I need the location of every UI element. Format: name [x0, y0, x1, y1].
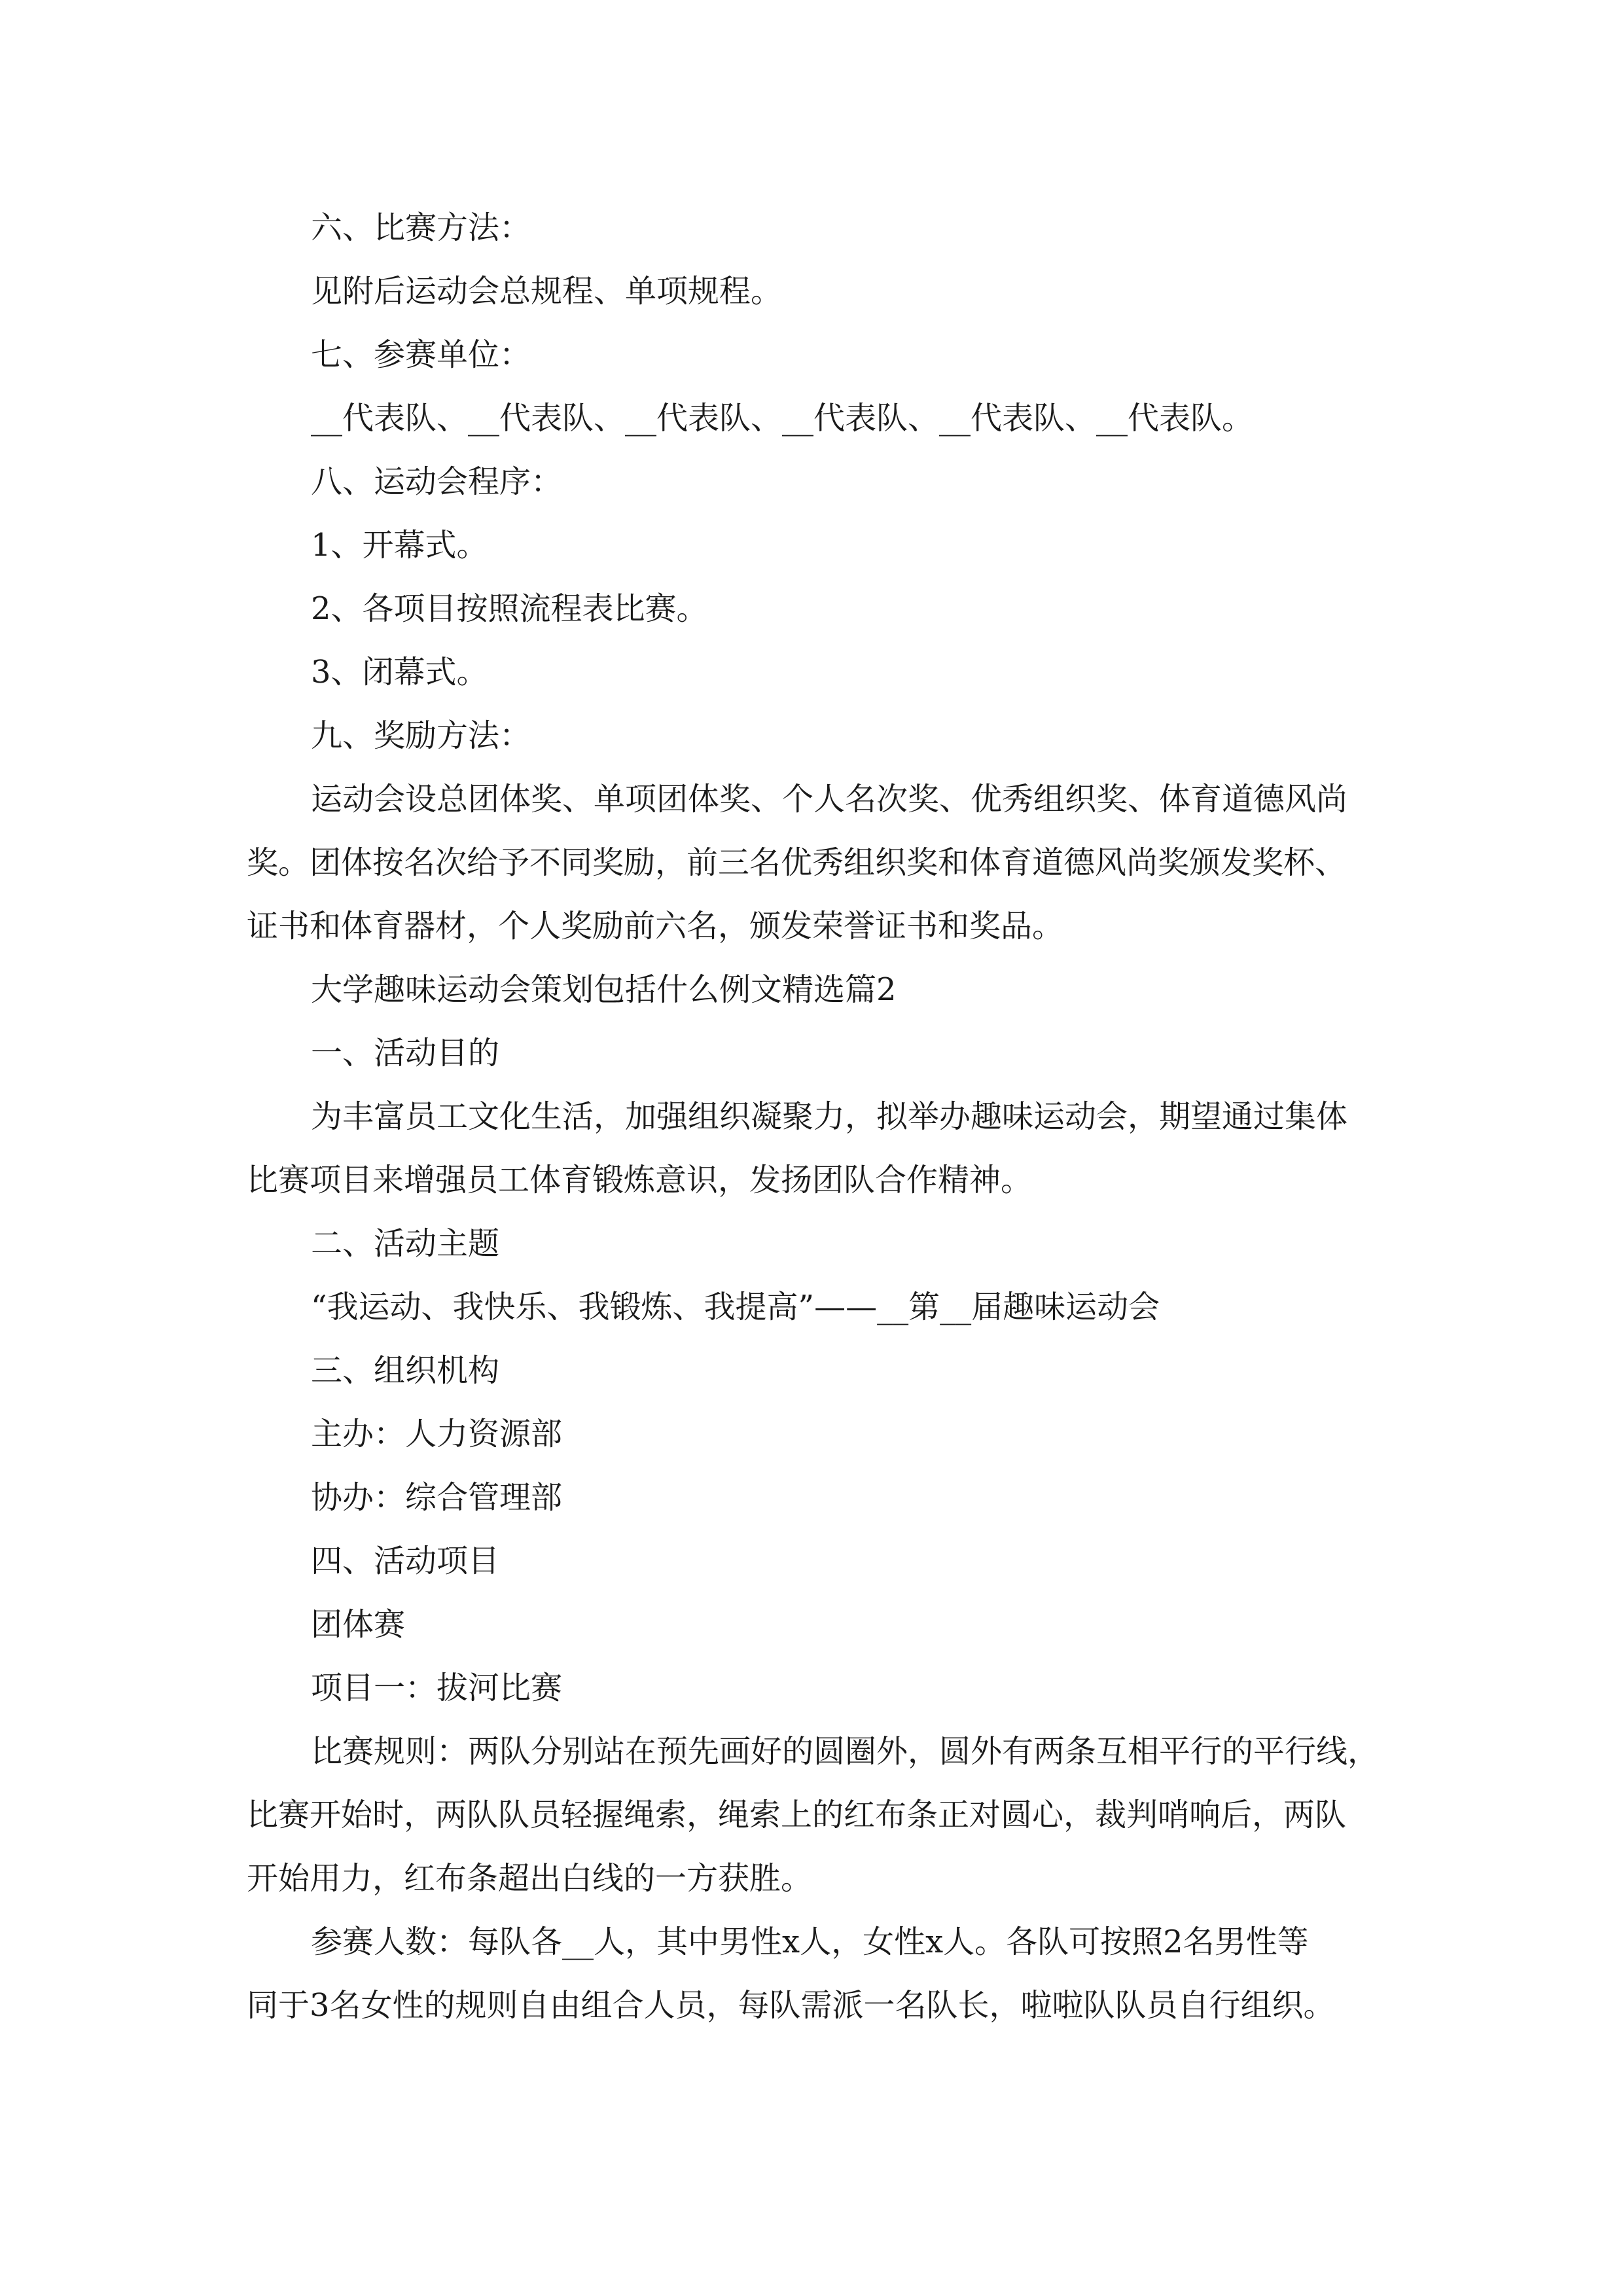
text-line: 开始用力，红布条超出白线的一方获胜。: [247, 1860, 813, 1897]
text-line: 四、活动项目: [311, 1543, 500, 1579]
document-body: [247, 196, 1405, 2037]
text-line: 比赛项目来增强员工体育锻炼意识，发扬团队合作精神。: [247, 1162, 1033, 1198]
text-line: 一、活动目的: [311, 1035, 500, 1071]
text-line: 1、开幕式。: [311, 527, 488, 564]
text-line: 证书和体育器材，个人奖励前六名，颁发荣誉证书和奖品。: [247, 908, 1064, 944]
text-line: 比赛规则：两队分别站在预先画好的圆圈外，圆外有两条互相平行的平行线，: [311, 1733, 1380, 1770]
text-line: 六、比赛方法：: [311, 209, 531, 246]
text-line: 参赛人数：每队各__人，其中男性x人，女性x人。各队可按照2名男性等: [311, 1924, 1309, 1960]
text-line: 大学趣味运动会策划包括什么例文精选篇2: [311, 971, 897, 1008]
text-line: 见附后运动会总规程、单项规程。: [311, 273, 783, 310]
text-line: 团体赛: [311, 1606, 406, 1643]
text-line: 比赛开始时，两队队员轻握绳索，绳索上的红布条正对圆心，裁判哨响后，两队: [247, 1797, 1347, 1833]
text-line: 同于3名女性的规则自由组合人员，每队需派一名队长，啦啦队队员自行组织。: [247, 1987, 1335, 2024]
text-line: 为丰富员工文化生活，加强组织凝聚力，拟举办趣味运动会，期望通过集体: [311, 1098, 1348, 1135]
text-line: 项目一：拔河比赛: [311, 1670, 563, 1706]
text-line: 3、闭幕式。: [311, 654, 488, 691]
text-line: 运动会设总团体奖、单项团体奖、个人名次奖、优秀组织奖、体育道德风尚: [311, 781, 1348, 817]
text-line: 七、参赛单位：: [311, 336, 531, 373]
text-line: 三、组织机构: [311, 1352, 500, 1389]
text-line: “我运动、我快乐、我锻炼、我提高”——__第__届趣味运动会: [311, 1289, 1160, 1325]
text-line: 八、运动会程序：: [311, 463, 563, 500]
text-line: 协办：综合管理部: [311, 1479, 563, 1516]
text-line: 二、活动主题: [311, 1225, 500, 1262]
text-line: 九、奖励方法：: [311, 717, 531, 754]
text-line: 奖。团体按名次给予不同奖励，前三名优秀组织奖和体育道德风尚奖颁发奖杯、: [247, 844, 1347, 881]
text-line: 2、各项目按照流程表比赛。: [311, 590, 708, 627]
text-line: __代表队、__代表队、__代表队、__代表队、__代表队、__代表队。: [311, 400, 1254, 437]
text-line: 主办：人力资源部: [311, 1416, 563, 1452]
